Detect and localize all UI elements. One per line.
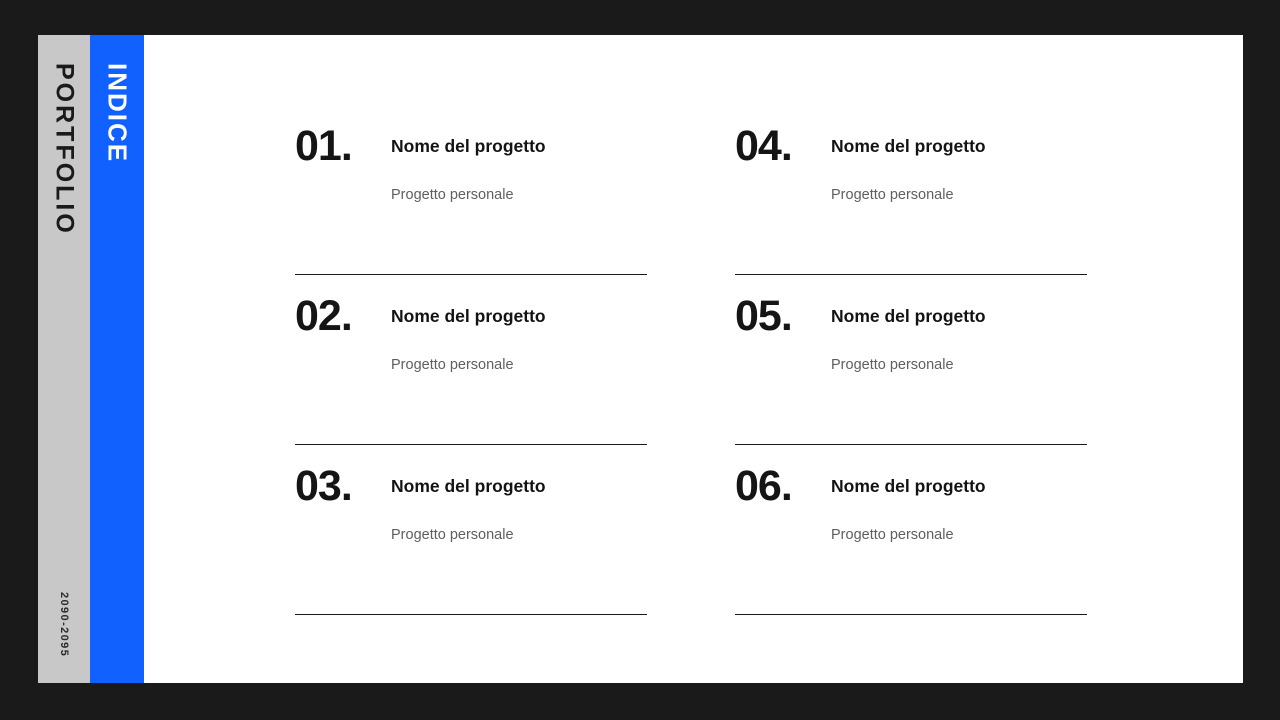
entry-texts [831,467,1087,544]
entry-title: Nome del progetto [391,476,546,496]
entry-texts [831,127,1087,204]
index-entry[interactable] [735,275,1087,445]
entry-subtitle: Progetto personale [831,187,954,203]
index-entry[interactable] [295,275,647,445]
entry-texts [391,297,647,374]
entry-number: 01. [295,122,352,170]
entry-title: Nome del progetto [391,306,546,326]
portfolio-label: PORTFOLIO [50,63,79,236]
index-column-right [735,105,1087,615]
index-columns [295,105,1095,615]
entry-texts [831,297,1087,374]
index-entry[interactable] [295,105,647,275]
sidebar-section-band [90,35,144,683]
entry-subtitle: Progetto personale [831,527,954,543]
entry-title: Nome del progetto [831,306,986,326]
entry-number: 05. [735,292,792,340]
entry-subtitle: Progetto personale [391,187,514,203]
entry-title: Nome del progetto [831,476,986,496]
entry-subtitle: Progetto personale [831,357,954,373]
entry-subtitle: Progetto personale [391,357,514,373]
entry-number: 03. [295,462,352,510]
entry-texts [391,467,647,544]
years-label: 2090-2095 [58,591,70,657]
entry-number: 06. [735,462,792,510]
entry-number: 04. [735,122,792,170]
index-column-left [295,105,647,615]
section-label: INDICE [102,63,133,164]
slide-content [144,35,1243,683]
index-entry[interactable] [295,445,647,615]
entry-texts [391,127,647,204]
index-entry[interactable] [735,445,1087,615]
entry-number: 02. [295,292,352,340]
entry-subtitle: Progetto personale [391,527,514,543]
sidebar-portfolio-band [38,35,90,683]
entry-title: Nome del progetto [391,136,546,156]
entry-title: Nome del progetto [831,136,986,156]
index-entry[interactable] [735,105,1087,275]
portfolio-index-slide [38,35,1243,683]
